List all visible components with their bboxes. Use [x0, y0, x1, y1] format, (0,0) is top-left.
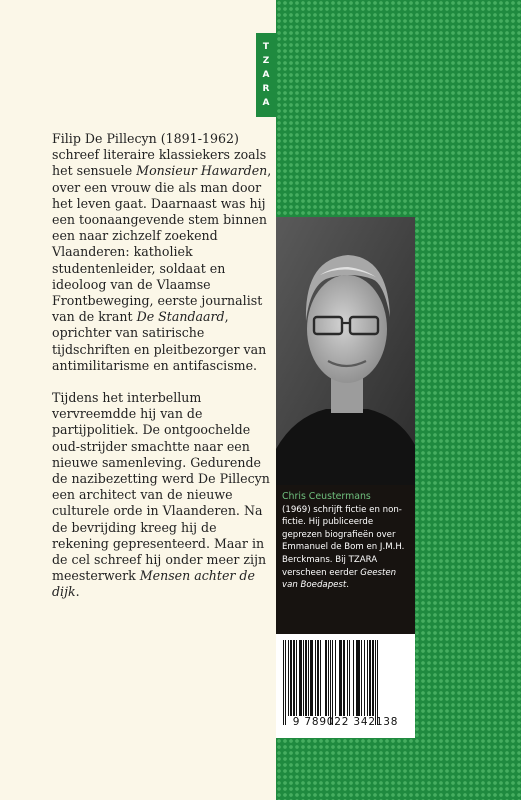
isbn-barcode [276, 634, 415, 738]
blurb-paragraph-1 [52, 131, 276, 374]
logo-letter: T [262, 42, 270, 52]
logo-letter: R [262, 84, 270, 94]
blurb-text-segment: , over een vrouw die als man door het leven gaat. Daarnaast was hij een toonaangevende stem binnen een naar zichzelf zoekend Vlaanderen: katholiek studentenleider, soldaat en ideoloog van de Vlaamse Frontbeweging, eerste journalist van de krant [52, 163, 272, 325]
book-title-geesten-van-boedapest: Geesten van Boedapest [282, 567, 397, 591]
tzara-logo [256, 33, 276, 117]
author-bio [282, 491, 412, 592]
blurb-text-segment: , oprichter van satirische tijdschriften en pleitbezorger van antimilitarisme en antifascisme. [52, 309, 267, 373]
logo-letter: Z [262, 56, 270, 66]
blurb-text-segment: Filip De Pillecyn (1891-1962) schreef literaire klassiekers zoals het sensuele [52, 131, 267, 179]
bio-text-segment: (1969) schrijft fictie en non-fictie. Hij publiceerde geprezen biografieën over Emmanuel de Bom en J.M.H. Berckmans. Bij TZARA verscheen eerder [282, 504, 405, 578]
barcode-bars [283, 640, 408, 716]
isbn-number: 9 789022 342138 [292, 716, 399, 728]
author-name: Chris Ceustermans [282, 491, 371, 502]
blurb-paragraph-2 [52, 390, 276, 601]
book-title-mensen-achter-de-dijk: Mensen achter de dijk [52, 568, 255, 600]
blurb-text-segment: . [75, 584, 80, 600]
author-photo [276, 217, 415, 485]
bio-text-segment: . [346, 580, 350, 591]
logo-letter: A [262, 70, 270, 80]
newspaper-title: De Standaard [136, 309, 225, 325]
book-title-monsieur-hawarden: Monsieur Hawarden [136, 163, 268, 179]
blurb-text-segment: Tijdens het interbellum vervreemdde hij van de partijpolitiek. De ontgoochelde oud-strijder smachtte naar een nieuwe samenleving. Gedurende de nazibezetting werd De Pillecyn een architect van de nieuwe culturele orde in Vlaanderen. Na de bevrijding kreeg hij de rekening gepresenteerd. Maar in de cel schreef hij onder meer zijn meesterwerk [52, 390, 270, 584]
blurb-text [52, 131, 276, 601]
barcode-bar [377, 640, 378, 725]
logo-letter: A [262, 98, 270, 108]
